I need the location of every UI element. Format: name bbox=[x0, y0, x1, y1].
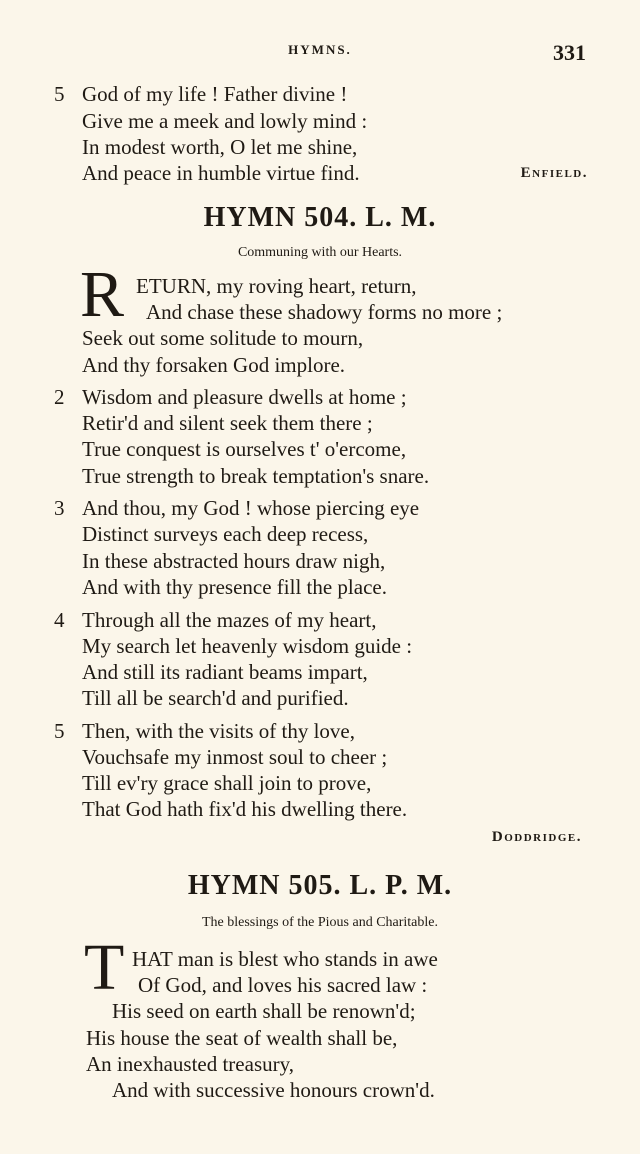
stanza-number: 3 bbox=[54, 496, 65, 520]
verse-line: His seed on earth shall be renown'd; bbox=[112, 999, 416, 1023]
verse-line: That God hath fix'd his dwelling there. bbox=[82, 797, 408, 821]
verse-line: Seek out some solitude to mourn, bbox=[82, 326, 364, 350]
hymn-title: HYMN 504. L. M. bbox=[203, 202, 437, 233]
stanza-number: 2 bbox=[54, 385, 65, 409]
verse-line: True conquest is ourselves t' o'ercome, bbox=[82, 437, 407, 461]
verse-line: Distinct surveys each deep recess, bbox=[82, 522, 369, 546]
verse-line: Till all be search'd and purified. bbox=[82, 686, 349, 710]
hymn-subtitle: Communing with our Hearts. bbox=[237, 245, 403, 260]
verse-line: Of God, and loves his sacred law : bbox=[138, 973, 428, 997]
verse-line: And still its radiant beams impart, bbox=[82, 660, 368, 684]
hymn-subtitle: The blessings of the Pious and Charitable. bbox=[201, 915, 439, 930]
verse-line: His house the seat of wealth shall be, bbox=[86, 1026, 398, 1050]
verse-line: And thy forsaken God implore. bbox=[82, 353, 346, 377]
verse-line: Retir'd and silent seek them there ; bbox=[82, 411, 373, 435]
verse-line: Till ev'ry grace shall join to prove, bbox=[82, 771, 372, 795]
verse-line: ETURN, my roving heart, return, bbox=[136, 274, 417, 298]
verse-line: My search let heavenly wisdom guide : bbox=[82, 634, 413, 658]
verse-line: And thou, my God ! whose piercing eye bbox=[82, 496, 420, 520]
drop-cap: T bbox=[84, 931, 125, 1004]
verse-line: Then, with the visits of thy love, bbox=[82, 719, 355, 743]
verse-line: God of my life ! Father divine ! bbox=[82, 82, 348, 106]
verse-line: And with thy presence fill the place. bbox=[82, 575, 387, 599]
verse-line: An inexhausted treasury, bbox=[86, 1052, 294, 1076]
running-head: HYMNS. bbox=[288, 42, 352, 57]
drop-cap: R bbox=[80, 258, 125, 331]
page-number: 331 bbox=[553, 40, 586, 65]
author-attribution: Doddridge. bbox=[491, 829, 582, 845]
stanza-number: 4 bbox=[54, 608, 65, 632]
verse-line: In modest worth, O let me shine, bbox=[82, 135, 358, 159]
verse-line: HAT man is blest who stands in awe bbox=[132, 947, 438, 971]
verse-line: True strength to break temptation's snare. bbox=[82, 464, 430, 488]
verse-line: And with successive honours crown'd. bbox=[112, 1078, 435, 1102]
verse-line: In these abstracted hours draw nigh, bbox=[82, 549, 386, 573]
hymn-title: HYMN 505. L. P. M. bbox=[187, 870, 453, 901]
stanza-number: 5 bbox=[54, 82, 65, 106]
verse-line: Through all the mazes of my heart, bbox=[82, 608, 377, 632]
verse-line: And peace in humble virtue find. bbox=[82, 161, 360, 185]
verse-line: And chase these shadowy forms no more ; bbox=[146, 300, 503, 324]
verse-line: Give me a meek and lowly mind : bbox=[82, 109, 368, 133]
verse-line: Vouchsafe my inmost soul to cheer ; bbox=[82, 745, 388, 769]
stanza-number: 5 bbox=[54, 719, 65, 743]
author-attribution: Enfield. bbox=[520, 165, 588, 181]
verse-line: Wisdom and pleasure dwells at home ; bbox=[82, 385, 407, 409]
